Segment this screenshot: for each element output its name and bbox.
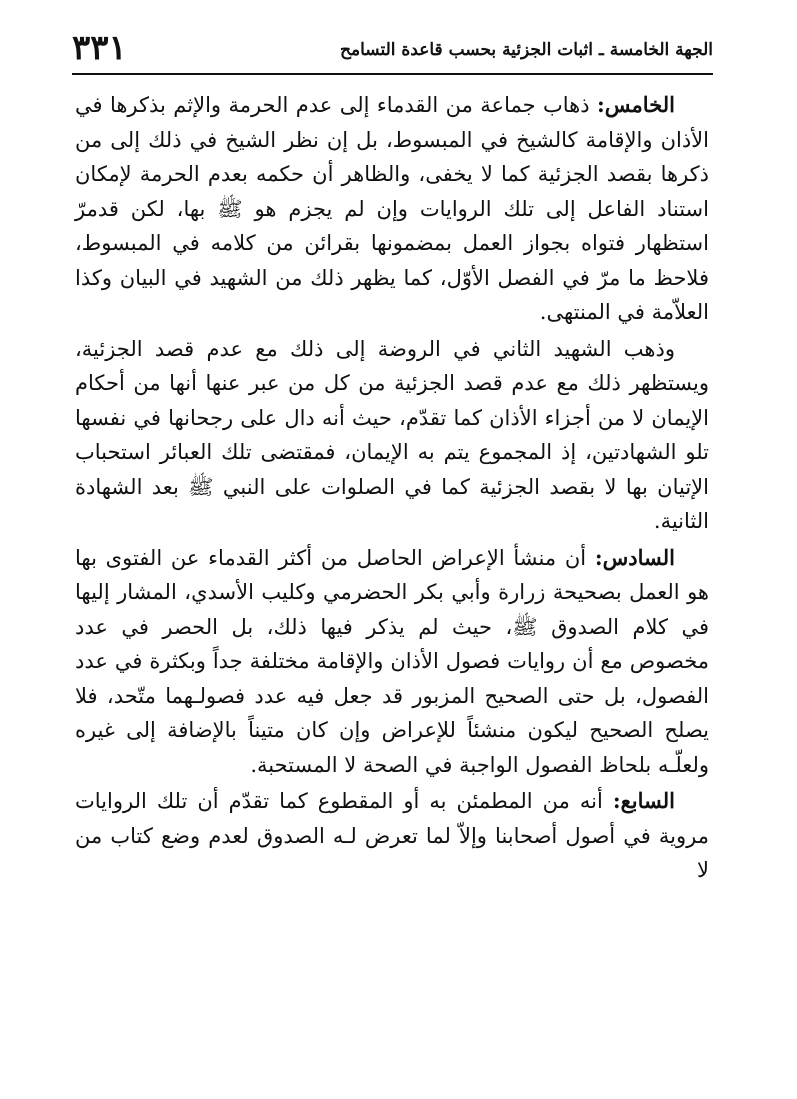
paragraph-seventh-text: أنه من المطمئن به أو المقطوع كما تقدّم أن تلك الروايات مروية في أصول أصحابنا وإلاّ لما تعرض لـه الصدوق لعدم وضع كتاب من لا [75, 789, 709, 882]
section-label-seventh: السابع: [612, 788, 675, 813]
paragraph-sixth [75, 541, 709, 783]
paragraph-second-martyr [75, 332, 709, 539]
page-number: ٣٣١ [72, 28, 127, 68]
section-label-fifth: الخامس: [597, 92, 675, 117]
paragraph-sixth-text: أن منشأ الإعراض الحاصل من أكثر القدماء عن الفتوى بها هو العمل بصحيحة زرارة وأبي بكر الحضرمي وكليب الأسدي، المشار إليها في كلام الصدوق ﷺ، حيث لم يذكر فيها ذلك، بل الحصر في عدد مخصوص مع أن روايات فصول الأذان والإقامة مختلفة جداً وبكثرة في عدد الفصول، بل حتى الصحيح المزبور قد جعل فيه عدد فصولـهما متّحد، فلا يصلح الصحيح ليكون منشئاً للإعراض وإن كان متيناً بالإضافة إلى غيره ولعلّـه بلحاظ الفصول الواجبة في الصحة لا المستحبة. [75, 545, 709, 777]
paragraph-fifth-text: ذهاب جماعة من القدماء إلى عدم الحرمة والإثم بذكرها في الأذان والإقامة كالشيخ في المبسوط، بل إن نظر الشيخ في ذلك إلى من ذكرها بقصد الجزئية كما لا يخفى، والظاهر أن حكمه بعدم الحرمة لإمكان استناد الفاعل إلى تلك الروايات وإن لم يجزم هو ﷺ بها، لكن قدمرّ استظهار فتواه بجواز العمل بمضمونها بقرائن من كلامه في المبسوط، فلاحظ ما مرّ في الفصل الأوّل، كما يظهر ذلك من الشهيد في البيان وكذا العلاّمة في المنتهى. [75, 93, 709, 324]
body-text [75, 88, 709, 890]
paragraph-fifth [75, 88, 709, 330]
section-label-sixth: السادس: [594, 544, 675, 570]
running-header [72, 28, 713, 74]
paragraph-second-martyr-text: وذهب الشهيد الثاني في الروضة إلى ذلك مع عدم قصد الجزئية، ويستظهر ذلك مع عدم قصد الجزئية من كل من عبر عنها أنها من أحكام الإيمان لا من أجزاء الأذان كما تقدّم، حيث أنه دال على رجحانها في نفسها تلو الشهادتين، إذ المجموع يتم به الإيمان، فمقتضى تلك العبائر استحباب الإتيان بها لا بقصد الجزئية كما في الصلوات على النبي ﷺ بعد الشهادة الثانية. [75, 336, 709, 533]
paragraph-seventh [75, 784, 709, 888]
header-divider [72, 73, 713, 75]
running-title: الجهة الخامسة ـ اثبات الجزئية بحسب قاعدة التسامح [340, 40, 713, 60]
